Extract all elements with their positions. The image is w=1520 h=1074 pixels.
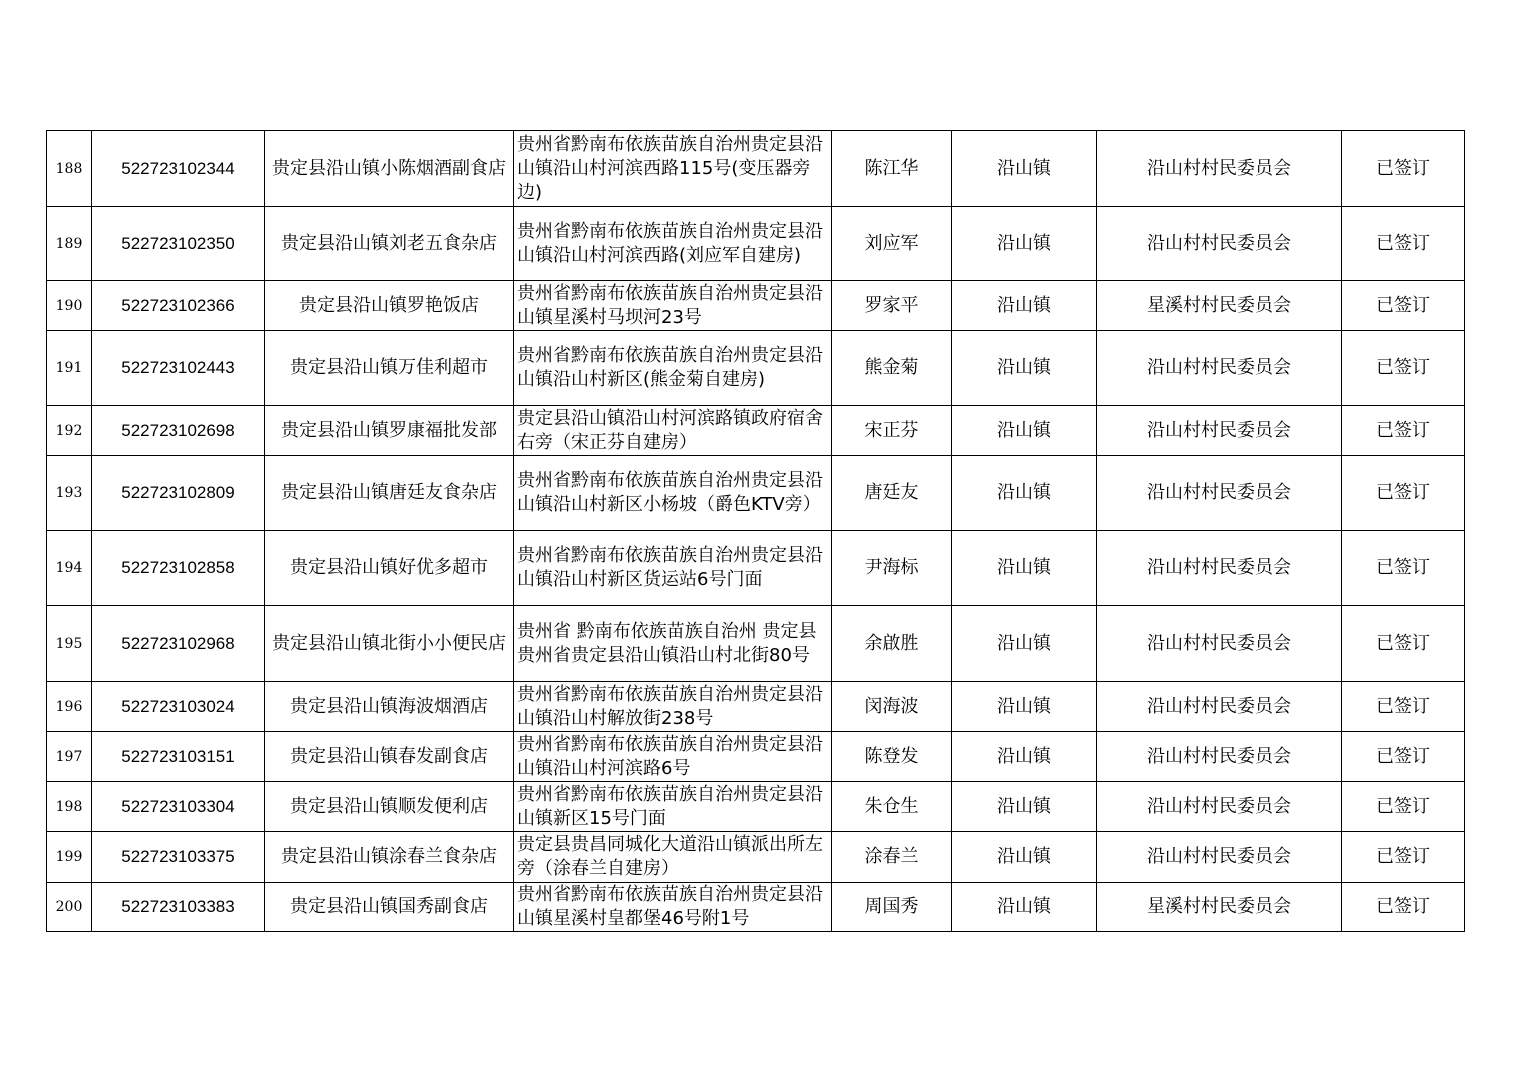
- owner-name: 涂春兰: [832, 832, 952, 883]
- signing-status: 已签订: [1342, 832, 1465, 883]
- owner-name: 尹海标: [832, 531, 952, 606]
- store-name: 贵定县沿山镇好优多超市: [265, 531, 514, 606]
- owner-name: 余啟胜: [832, 606, 952, 682]
- signing-status: 已签订: [1342, 131, 1465, 207]
- village-committee: 沿山村村民委员会: [1097, 331, 1342, 406]
- table-row: [47, 207, 1465, 281]
- owner-name: 陈登发: [832, 732, 952, 782]
- signing-status: 已签订: [1342, 782, 1465, 832]
- store-name: 贵定县沿山镇小陈烟酒副食店: [265, 131, 514, 207]
- store-name: 贵定县沿山镇海波烟酒店: [265, 682, 514, 732]
- owner-name: 周国秀: [832, 883, 952, 932]
- signing-status: 已签订: [1342, 883, 1465, 932]
- table-row: [47, 331, 1465, 406]
- owner-name: 闵海波: [832, 682, 952, 732]
- license-code: 522723103304: [92, 782, 265, 832]
- town-name: 沿山镇: [952, 281, 1097, 331]
- table-row: [47, 456, 1465, 531]
- store-address: 贵州省黔南布依族苗族自治州贵定县沿山镇沿山村新区货运站6号门面: [514, 531, 832, 606]
- store-name: 贵定县沿山镇国秀副食店: [265, 883, 514, 932]
- signing-status: 已签订: [1342, 456, 1465, 531]
- owner-name: 刘应军: [832, 207, 952, 281]
- village-committee: 沿山村村民委员会: [1097, 732, 1342, 782]
- licensee-table: [46, 130, 1465, 932]
- store-address: 贵州省黔南布依族苗族自治州贵定县沿山镇星溪村皇都堡46号附1号: [514, 883, 832, 932]
- store-address: 贵州省黔南布依族苗族自治州贵定县沿山镇星溪村马坝河23号: [514, 281, 832, 331]
- town-name: 沿山镇: [952, 832, 1097, 883]
- village-committee: 沿山村村民委员会: [1097, 406, 1342, 456]
- town-name: 沿山镇: [952, 732, 1097, 782]
- town-name: 沿山镇: [952, 531, 1097, 606]
- row-index: 191: [47, 331, 92, 406]
- license-code: 522723103151: [92, 732, 265, 782]
- signing-status: 已签订: [1342, 281, 1465, 331]
- license-code: 522723102858: [92, 531, 265, 606]
- table-row: [47, 883, 1465, 932]
- signing-status: 已签订: [1342, 406, 1465, 456]
- store-address: 贵州省黔南布依族苗族自治州贵定县沿山镇沿山村新区小杨坡（爵色KTV旁）: [514, 456, 832, 531]
- row-index: 193: [47, 456, 92, 531]
- village-committee: 沿山村村民委员会: [1097, 682, 1342, 732]
- store-address: 贵州省黔南布依族苗族自治州贵定县沿山镇沿山村新区(熊金菊自建房): [514, 331, 832, 406]
- license-code: 522723102366: [92, 281, 265, 331]
- table-row: [47, 832, 1465, 883]
- town-name: 沿山镇: [952, 456, 1097, 531]
- license-code: 522723103375: [92, 832, 265, 883]
- village-committee: 沿山村村民委员会: [1097, 456, 1342, 531]
- row-index: 192: [47, 406, 92, 456]
- store-address: 贵定县贵昌同城化大道沿山镇派出所左旁（涂春兰自建房）: [514, 832, 832, 883]
- row-index: 195: [47, 606, 92, 682]
- table-row: [47, 131, 1465, 207]
- signing-status: 已签订: [1342, 682, 1465, 732]
- table-row: [47, 531, 1465, 606]
- village-committee: 星溪村村民委员会: [1097, 281, 1342, 331]
- store-address: 贵定县沿山镇沿山村河滨路镇政府宿舍右旁（宋正芬自建房）: [514, 406, 832, 456]
- store-name: 贵定县沿山镇唐廷友食杂店: [265, 456, 514, 531]
- license-code: 522723102350: [92, 207, 265, 281]
- village-committee: 沿山村村民委员会: [1097, 782, 1342, 832]
- village-committee: 沿山村村民委员会: [1097, 207, 1342, 281]
- license-code: 522723103383: [92, 883, 265, 932]
- license-code: 522723102698: [92, 406, 265, 456]
- table-row: [47, 606, 1465, 682]
- village-committee: 沿山村村民委员会: [1097, 531, 1342, 606]
- town-name: 沿山镇: [952, 606, 1097, 682]
- row-index: 188: [47, 131, 92, 207]
- owner-name: 罗家平: [832, 281, 952, 331]
- store-name: 贵定县沿山镇刘老五食杂店: [265, 207, 514, 281]
- town-name: 沿山镇: [952, 406, 1097, 456]
- village-committee: 沿山村村民委员会: [1097, 606, 1342, 682]
- town-name: 沿山镇: [952, 782, 1097, 832]
- store-name: 贵定县沿山镇春发副食店: [265, 732, 514, 782]
- store-name: 贵定县沿山镇涂春兰食杂店: [265, 832, 514, 883]
- signing-status: 已签订: [1342, 331, 1465, 406]
- town-name: 沿山镇: [952, 207, 1097, 281]
- town-name: 沿山镇: [952, 883, 1097, 932]
- signing-status: 已签订: [1342, 606, 1465, 682]
- village-committee: 沿山村村民委员会: [1097, 131, 1342, 207]
- store-name: 贵定县沿山镇北街小小便民店: [265, 606, 514, 682]
- owner-name: 朱仓生: [832, 782, 952, 832]
- row-index: 190: [47, 281, 92, 331]
- store-address: 贵州省黔南布依族苗族自治州贵定县沿山镇沿山村河滨西路115号(变压器旁边): [514, 131, 832, 207]
- owner-name: 陈江华: [832, 131, 952, 207]
- town-name: 沿山镇: [952, 331, 1097, 406]
- owner-name: 唐廷友: [832, 456, 952, 531]
- store-address: 贵州省黔南布依族苗族自治州贵定县沿山镇沿山村河滨西路(刘应军自建房): [514, 207, 832, 281]
- license-code: 522723102443: [92, 331, 265, 406]
- owner-name: 熊金菊: [832, 331, 952, 406]
- store-name: 贵定县沿山镇万佳利超市: [265, 331, 514, 406]
- village-committee: 沿山村村民委员会: [1097, 832, 1342, 883]
- store-name: 贵定县沿山镇罗艳饭店: [265, 281, 514, 331]
- store-address: 贵州省黔南布依族苗族自治州贵定县沿山镇新区15号门面: [514, 782, 832, 832]
- license-code: 522723103024: [92, 682, 265, 732]
- row-index: 197: [47, 732, 92, 782]
- row-index: 189: [47, 207, 92, 281]
- signing-status: 已签订: [1342, 732, 1465, 782]
- table-row: [47, 782, 1465, 832]
- row-index: 199: [47, 832, 92, 883]
- row-index: 194: [47, 531, 92, 606]
- store-address: 贵州省 黔南布依族苗族自治州 贵定县贵州省贵定县沿山镇沿山村北街80号: [514, 606, 832, 682]
- signing-status: 已签订: [1342, 531, 1465, 606]
- table-row: [47, 732, 1465, 782]
- signing-status: 已签订: [1342, 207, 1465, 281]
- store-name: 贵定县沿山镇顺发便利店: [265, 782, 514, 832]
- row-index: 200: [47, 883, 92, 932]
- village-committee: 星溪村村民委员会: [1097, 883, 1342, 932]
- row-index: 198: [47, 782, 92, 832]
- town-name: 沿山镇: [952, 682, 1097, 732]
- store-name: 贵定县沿山镇罗康福批发部: [265, 406, 514, 456]
- license-code: 522723102344: [92, 131, 265, 207]
- town-name: 沿山镇: [952, 131, 1097, 207]
- owner-name: 宋正芬: [832, 406, 952, 456]
- license-code: 522723102968: [92, 606, 265, 682]
- row-index: 196: [47, 682, 92, 732]
- store-address: 贵州省黔南布依族苗族自治州贵定县沿山镇沿山村解放街238号: [514, 682, 832, 732]
- store-address: 贵州省黔南布依族苗族自治州贵定县沿山镇沿山村河滨路6号: [514, 732, 832, 782]
- table-row: [47, 406, 1465, 456]
- license-code: 522723102809: [92, 456, 265, 531]
- table-row: [47, 682, 1465, 732]
- table-row: [47, 281, 1465, 331]
